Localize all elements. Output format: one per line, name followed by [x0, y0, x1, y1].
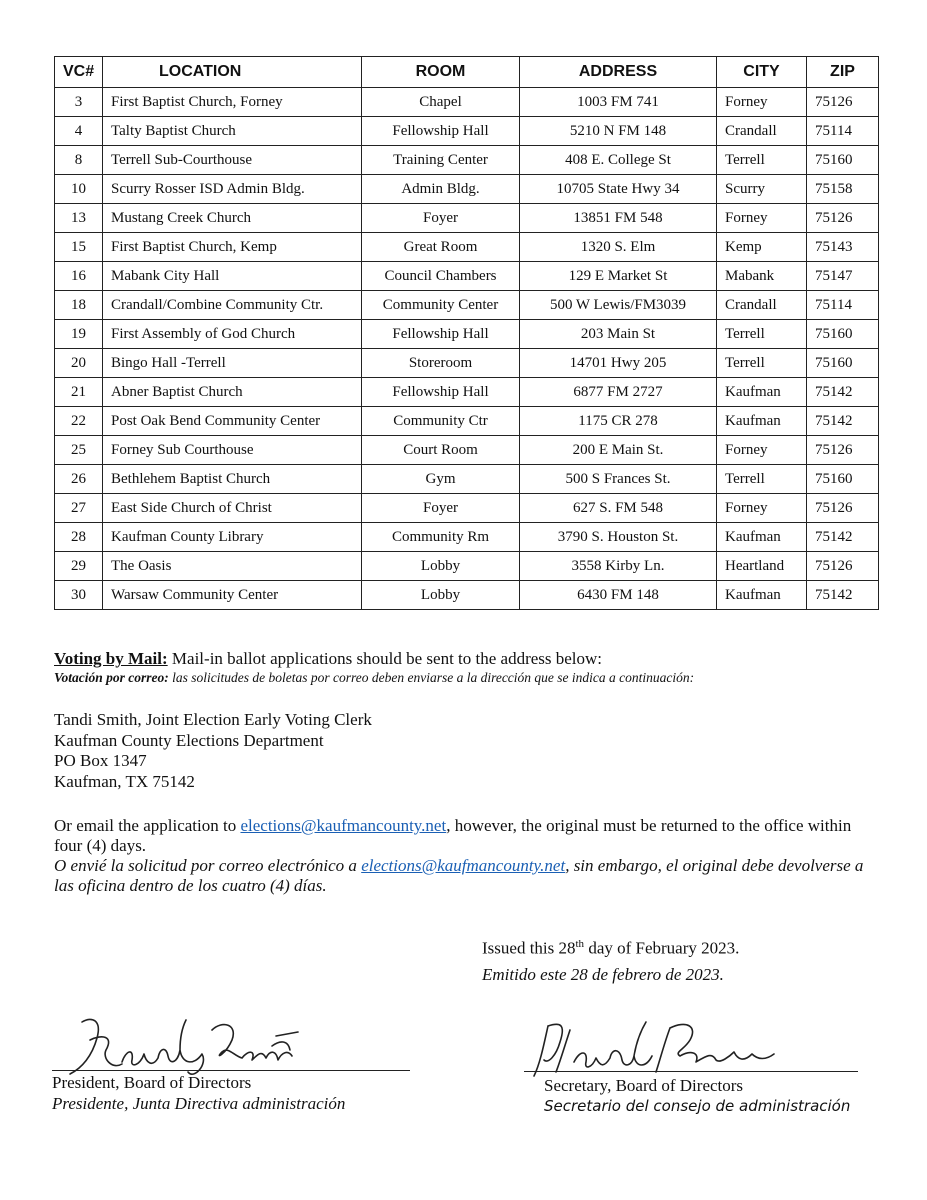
address-line-4: Kaufman, TX 75142	[54, 771, 195, 791]
cell-zip: 75126	[807, 552, 879, 581]
cell-city: Forney	[717, 436, 807, 465]
secretary-title-es: Secretario del consejo de administración	[544, 1097, 851, 1115]
table-row	[55, 465, 879, 494]
cell-city: Terrell	[717, 349, 807, 378]
cell-city: Kemp	[717, 233, 807, 262]
cell-zip: 75158	[807, 175, 879, 204]
cell-vc-number: 25	[55, 436, 103, 465]
cell-location: Scurry Rosser ISD Admin Bldg.	[103, 175, 362, 204]
email-section	[54, 816, 874, 896]
cell-address: 1175 CR 278	[520, 407, 717, 436]
cell-address: 500 S Frances St.	[520, 465, 717, 494]
cell-room: Admin Bldg.	[362, 175, 520, 204]
cell-address: 1320 S. Elm	[520, 233, 717, 262]
table-row	[55, 204, 879, 233]
column-header-room: ROOM	[362, 57, 520, 88]
cell-location: Talty Baptist Church	[103, 117, 362, 146]
column-header-location: LOCATION	[103, 57, 362, 88]
table-row	[55, 262, 879, 291]
email-text-after: , however, the original must be returned to the office within four (4) days.	[54, 816, 852, 855]
cell-location: Forney Sub Courthouse	[103, 436, 362, 465]
cell-address: 200 E Main St.	[520, 436, 717, 465]
table-row	[55, 146, 879, 175]
cell-address: 6430 FM 148	[520, 581, 717, 610]
cell-room: Foyer	[362, 204, 520, 233]
column-header-zip: ZIP	[807, 57, 879, 88]
cell-city: Crandall	[717, 291, 807, 320]
cell-city: Kaufman	[717, 523, 807, 552]
cell-address: 129 E Market St	[520, 262, 717, 291]
cell-address: 14701 Hwy 205	[520, 349, 717, 378]
cell-zip: 75160	[807, 146, 879, 175]
cell-city: Forney	[717, 88, 807, 117]
cell-vc-number: 16	[55, 262, 103, 291]
cell-city: Heartland	[717, 552, 807, 581]
cell-location: Abner Baptist Church	[103, 378, 362, 407]
cell-city: Scurry	[717, 175, 807, 204]
cell-city: Kaufman	[717, 378, 807, 407]
president-title: President, Board of Directors	[52, 1073, 252, 1092]
cell-city: Terrell	[717, 146, 807, 175]
cell-address: 408 E. College St	[520, 146, 717, 175]
cell-location: Mabank City Hall	[103, 262, 362, 291]
table-row	[55, 581, 879, 610]
cell-location: First Baptist Church, Kemp	[103, 233, 362, 262]
cell-city: Forney	[717, 494, 807, 523]
cell-room: Council Chambers	[362, 262, 520, 291]
table-row	[55, 378, 879, 407]
column-header-vc: VC#	[55, 57, 103, 88]
voting-by-mail-spanish	[54, 669, 874, 687]
cell-location: Bingo Hall -Terrell	[103, 349, 362, 378]
cell-vc-number: 28	[55, 523, 103, 552]
cell-zip: 75126	[807, 204, 879, 233]
cell-vc-number: 3	[55, 88, 103, 117]
cell-vc-number: 26	[55, 465, 103, 494]
issued-english	[482, 934, 739, 959]
issued-spanish: Emitido este 28 de febrero de 2023.	[482, 964, 724, 984]
president-signature-block	[52, 1072, 345, 1114]
cell-vc-number: 29	[55, 552, 103, 581]
cell-city: Mabank	[717, 262, 807, 291]
cell-address: 3558 Kirby Ln.	[520, 552, 717, 581]
voting-by-mail-english	[54, 649, 874, 669]
voting-by-mail-text-es: las solicitudes de boletas por correo deben enviarse a la dirección que se indica a continuación:	[168, 670, 695, 685]
cell-room: Chapel	[362, 88, 520, 117]
address-line-1: Tandi Smith, Joint Election Early Voting Clerk	[54, 710, 372, 729]
table-row	[55, 233, 879, 262]
cell-room: Fellowship Hall	[362, 117, 520, 146]
table-row	[55, 523, 879, 552]
voting-by-mail-section	[54, 649, 874, 687]
cell-location: Warsaw Community Center	[103, 581, 362, 610]
cell-location: Mustang Creek Church	[103, 204, 362, 233]
cell-city: Terrell	[717, 465, 807, 494]
cell-room: Foyer	[362, 494, 520, 523]
column-header-address: ADDRESS	[520, 57, 717, 88]
cell-address: 627 S. FM 548	[520, 494, 717, 523]
cell-room: Fellowship Hall	[362, 320, 520, 349]
cell-room: Training Center	[362, 146, 520, 175]
cell-location: Bethlehem Baptist Church	[103, 465, 362, 494]
cell-room: Community Rm	[362, 523, 520, 552]
email-english	[54, 816, 874, 856]
cell-zip: 75142	[807, 407, 879, 436]
cell-vc-number: 8	[55, 146, 103, 175]
table-row	[55, 175, 879, 204]
email-link-es[interactable]: elections@kaufmancounty.net	[361, 856, 566, 875]
voting-by-mail-heading-es: Votación por correo:	[54, 670, 169, 685]
cell-vc-number: 27	[55, 494, 103, 523]
cell-vc-number: 19	[55, 320, 103, 349]
cell-city: Terrell	[717, 320, 807, 349]
cell-zip: 75126	[807, 88, 879, 117]
cell-location: The Oasis	[103, 552, 362, 581]
cell-city: Kaufman	[717, 407, 807, 436]
table-row	[55, 349, 879, 378]
cell-location: Crandall/Combine Community Ctr.	[103, 291, 362, 320]
issued-ordinal: th	[575, 938, 585, 950]
cell-zip: 75147	[807, 262, 879, 291]
table-header-row	[55, 57, 879, 88]
cell-location: Kaufman County Library	[103, 523, 362, 552]
cell-address: 10705 State Hwy 34	[520, 175, 717, 204]
cell-room: Storeroom	[362, 349, 520, 378]
cell-zip: 75126	[807, 494, 879, 523]
table-row	[55, 407, 879, 436]
email-spanish	[54, 856, 874, 896]
cell-room: Lobby	[362, 552, 520, 581]
president-signature-line	[52, 1070, 410, 1071]
table-row	[55, 88, 879, 117]
table-row	[55, 494, 879, 523]
table-body	[55, 88, 879, 610]
cell-location: Terrell Sub-Courthouse	[103, 146, 362, 175]
voting-by-mail-text: Mail-in ballot applications should be sent to the address below:	[167, 649, 603, 668]
cell-address: 3790 S. Houston St.	[520, 523, 717, 552]
cell-vc-number: 30	[55, 581, 103, 610]
cell-zip: 75160	[807, 465, 879, 494]
column-header-city: CITY	[717, 57, 807, 88]
cell-zip: 75142	[807, 378, 879, 407]
cell-zip: 75160	[807, 349, 879, 378]
vote-center-table	[54, 56, 879, 610]
cell-vc-number: 22	[55, 407, 103, 436]
secretary-title: Secretary, Board of Directors	[544, 1076, 744, 1095]
secretary-signature-line	[524, 1071, 858, 1072]
cell-room: Court Room	[362, 436, 520, 465]
cell-address: 203 Main St	[520, 320, 717, 349]
cell-location: East Side Church of Christ	[103, 494, 362, 523]
cell-address: 1003 FM 741	[520, 88, 717, 117]
cell-vc-number: 10	[55, 175, 103, 204]
issued-text: Issued this 28	[482, 938, 576, 958]
cell-zip: 75142	[807, 523, 879, 552]
cell-zip: 75126	[807, 436, 879, 465]
cell-zip: 75114	[807, 117, 879, 146]
cell-city: Kaufman	[717, 581, 807, 610]
table-row	[55, 320, 879, 349]
email-text-after-es: , sin embargo, el original debe devolverse a las oficina dentro de los cuatro (4) días.	[54, 856, 864, 895]
cell-city: Forney	[717, 204, 807, 233]
cell-room: Lobby	[362, 581, 520, 610]
cell-address: 500 W Lewis/FM3039	[520, 291, 717, 320]
address-line-2: Kaufman County Elections Department	[54, 730, 324, 750]
cell-vc-number: 4	[55, 117, 103, 146]
cell-vc-number: 15	[55, 233, 103, 262]
mailing-address	[54, 710, 372, 792]
cell-address: 6877 FM 2727	[520, 378, 717, 407]
cell-room: Great Room	[362, 233, 520, 262]
cell-address: 5210 N FM 148	[520, 117, 717, 146]
email-link[interactable]: elections@kaufmancounty.net	[240, 816, 447, 835]
cell-location: First Baptist Church, Forney	[103, 88, 362, 117]
table-row	[55, 552, 879, 581]
issued-date	[482, 934, 739, 985]
table-row	[55, 436, 879, 465]
email-text-before-es: O envié la solicitud por correo electrónico a	[54, 856, 362, 875]
cell-zip: 75142	[807, 581, 879, 610]
cell-location: First Assembly of God Church	[103, 320, 362, 349]
email-text-before: Or email the application to	[54, 816, 241, 835]
president-title-es: Presidente, Junta Directiva administración	[52, 1094, 346, 1113]
cell-vc-number: 20	[55, 349, 103, 378]
address-line-3: PO Box 1347	[54, 751, 147, 770]
cell-zip: 75160	[807, 320, 879, 349]
cell-vc-number: 21	[55, 378, 103, 407]
cell-room: Fellowship Hall	[362, 378, 520, 407]
secretary-signature-block	[544, 1075, 850, 1117]
cell-zip: 75143	[807, 233, 879, 262]
cell-room: Community Center	[362, 291, 520, 320]
voting-by-mail-heading: Voting by Mail:	[54, 649, 168, 668]
cell-zip: 75114	[807, 291, 879, 320]
cell-address: 13851 FM 548	[520, 204, 717, 233]
cell-room: Gym	[362, 465, 520, 494]
cell-vc-number: 13	[55, 204, 103, 233]
issued-text-after: day of February 2023.	[584, 938, 740, 958]
cell-vc-number: 18	[55, 291, 103, 320]
table-row	[55, 117, 879, 146]
cell-city: Crandall	[717, 117, 807, 146]
cell-room: Community Ctr	[362, 407, 520, 436]
table-row	[55, 291, 879, 320]
cell-location: Post Oak Bend Community Center	[103, 407, 362, 436]
